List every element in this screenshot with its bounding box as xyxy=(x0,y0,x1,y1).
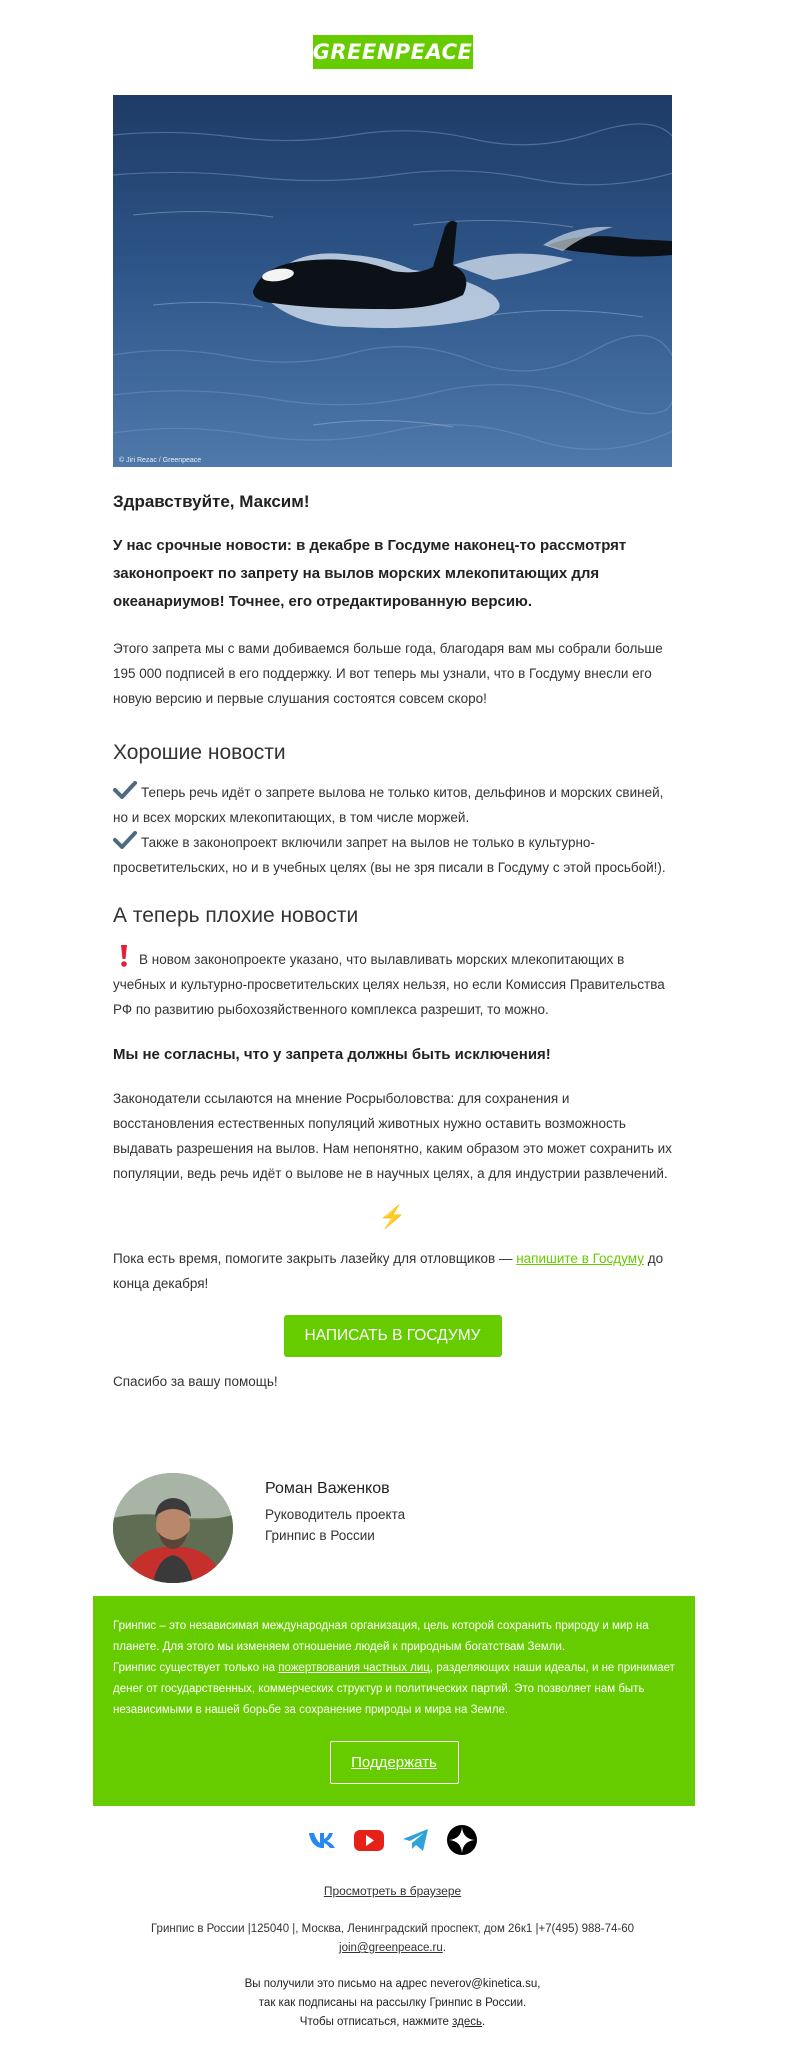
telegram-icon[interactable] xyxy=(400,1824,432,1856)
donations-link[interactable]: пожертвования частных лиц xyxy=(278,1662,430,1674)
subscription-notice xyxy=(0,1975,785,2032)
good-news-heading: Хорошие новости xyxy=(113,741,286,764)
greeting: Здравствуйте, Максим! xyxy=(113,492,310,511)
about-text-post: , разделяющих наши идеалы, и не принимает денег от государственных, коммерческих структур и политических партий. Это позволяет нам быть независимыми в нашей борьбе за сохранение природы и мира на Земле. xyxy=(113,1662,675,1716)
cta-wrap xyxy=(113,1315,672,1357)
zen-icon[interactable] xyxy=(446,1824,478,1856)
signature-role-title: Руководитель проекта xyxy=(265,1507,406,1522)
exclamation-icon xyxy=(117,944,131,968)
check-icon xyxy=(113,831,137,849)
avatar xyxy=(113,1473,233,1583)
bad-news-item xyxy=(113,944,672,1022)
signature-name: Роман Важенков xyxy=(265,1480,390,1497)
support-button[interactable]: Поддержать xyxy=(330,1741,459,1784)
header xyxy=(0,35,785,69)
cta-text-pre: Пока есть время, помогите закрыть лазейку для отловщиков — xyxy=(113,1251,517,1266)
unsubscribe-dot: . xyxy=(482,2016,486,2028)
greenpeace-logo[interactable]: GREENPEACE xyxy=(313,35,473,69)
signature-role xyxy=(265,1504,405,1546)
recv-line-1: Вы получили это письмо на адрес neverov@kinetica.su, xyxy=(244,1978,541,1990)
orca-photo xyxy=(113,95,672,467)
bad-news-heading: А теперь плохие новости xyxy=(113,904,359,927)
write-duma-link[interactable]: напишите в Госдуму xyxy=(516,1251,644,1266)
hero-image-orca xyxy=(113,95,672,467)
recv-line-2: так как подписаны на рассылку Гринпис в России. xyxy=(258,1997,527,2009)
view-in-browser xyxy=(0,1884,785,1898)
call-to-action-paragraph xyxy=(113,1246,672,1296)
good-news-item xyxy=(113,830,672,880)
email-body xyxy=(113,490,672,1392)
thanks-text: Спасибо за вашу помощь! xyxy=(113,1374,278,1389)
contact-email-link[interactable]: join@greenpeace.ru xyxy=(339,1942,443,1954)
signature-org: Гринпис в России xyxy=(265,1528,375,1543)
avatar-photo xyxy=(113,1473,233,1583)
unsubscribe-text: Чтобы отписаться, нажмите xyxy=(299,2016,453,2028)
social-links xyxy=(0,1824,785,1856)
check-icon xyxy=(113,781,137,799)
lead-paragraph: У нас срочные новости: в декабре в Госдуме наконец-то рассмотрят законопроект по запрету на вылов морских млекопитающих для океанариумов! Точнее, его отредактированную версию. xyxy=(113,537,627,610)
unsubscribe-link[interactable]: здесь xyxy=(452,2016,482,2028)
view-in-browser-link[interactable]: Просмотреть в браузере xyxy=(323,1884,462,1898)
legislators-paragraph: Законодатели ссылаются на мнение Росрыболовства: для сохранения и восстановления естественных популяций животных нужно оставить возможность выдавать разрешения на вылов. Нам непонятно, каким образом это может сохранить их популяции, ведь речь идёт о вылове не в научных целях, а для индустрии развлечений. xyxy=(113,1091,672,1181)
cta-text-post: до конца декабря! xyxy=(113,1251,664,1291)
about-greenpeace-block xyxy=(93,1596,695,1806)
photo-credit: © Jiri Rezac / Greenpeace xyxy=(119,457,202,464)
good-news-list xyxy=(113,780,672,880)
good-news-text-1: Теперь речь идёт о запрете вылова не только китов, дельфинов и морских свиней, но и всех морских млекопитающих, в том числе моржей. xyxy=(113,785,664,825)
good-news-item xyxy=(113,780,672,830)
youtube-icon[interactable] xyxy=(353,1824,385,1856)
write-duma-button[interactable]: НАПИСАТЬ В ГОСДУМУ xyxy=(284,1315,502,1357)
vk-icon[interactable] xyxy=(307,1824,339,1856)
address-line: Гринпис в России |125040 |, Москва, Ленинградский проспект, дом 26к1 |+7(495) 988-74-60 xyxy=(150,1923,635,1935)
about-paragraph-2 xyxy=(113,1658,675,1721)
bad-news-text: В новом законопроекте указано, что вылавливать морских млекопитающих в учебных и культурно-просветительских целях нельзя, но если Комиссия Правительства РФ по развитию рыбохозяйственного комплекса разрешит, то можно. xyxy=(113,952,665,1017)
recv-line-3 xyxy=(0,2013,785,2032)
footer-address xyxy=(0,1920,785,1958)
intro-paragraph: Этого запрета мы с вами добиваемся больше года, благодаря вам мы собрали больше 195 000 подписей в его поддержку. И вот теперь мы узнали, что в Госдуму внесли его новую версию и первые слушания состоятся совсем скоро! xyxy=(113,641,663,706)
about-text-pre: Гринпис существует только на xyxy=(113,1662,279,1674)
lightning-icon: ⚡ xyxy=(378,1204,407,1229)
email-line: join@greenpeace.ru. xyxy=(339,1942,446,1954)
support-wrap xyxy=(113,1741,675,1784)
good-news-text-2: Также в законопроект включили запрет на вылов не только в культурно-просветительских, но и в учебных целях (вы не зря писали в Госдуму с этой просьбой!). xyxy=(113,835,666,875)
about-paragraph-1: Гринпис – это независимая международная организация, цель которой сохранить природу и мир на планете. Для этого мы изменяем отношение людей к природным богатствам Земли. xyxy=(113,1620,649,1653)
disagree-statement: Мы не согласны, что у запрета должны быть исключения! xyxy=(113,1046,551,1063)
signature xyxy=(113,1473,672,1583)
